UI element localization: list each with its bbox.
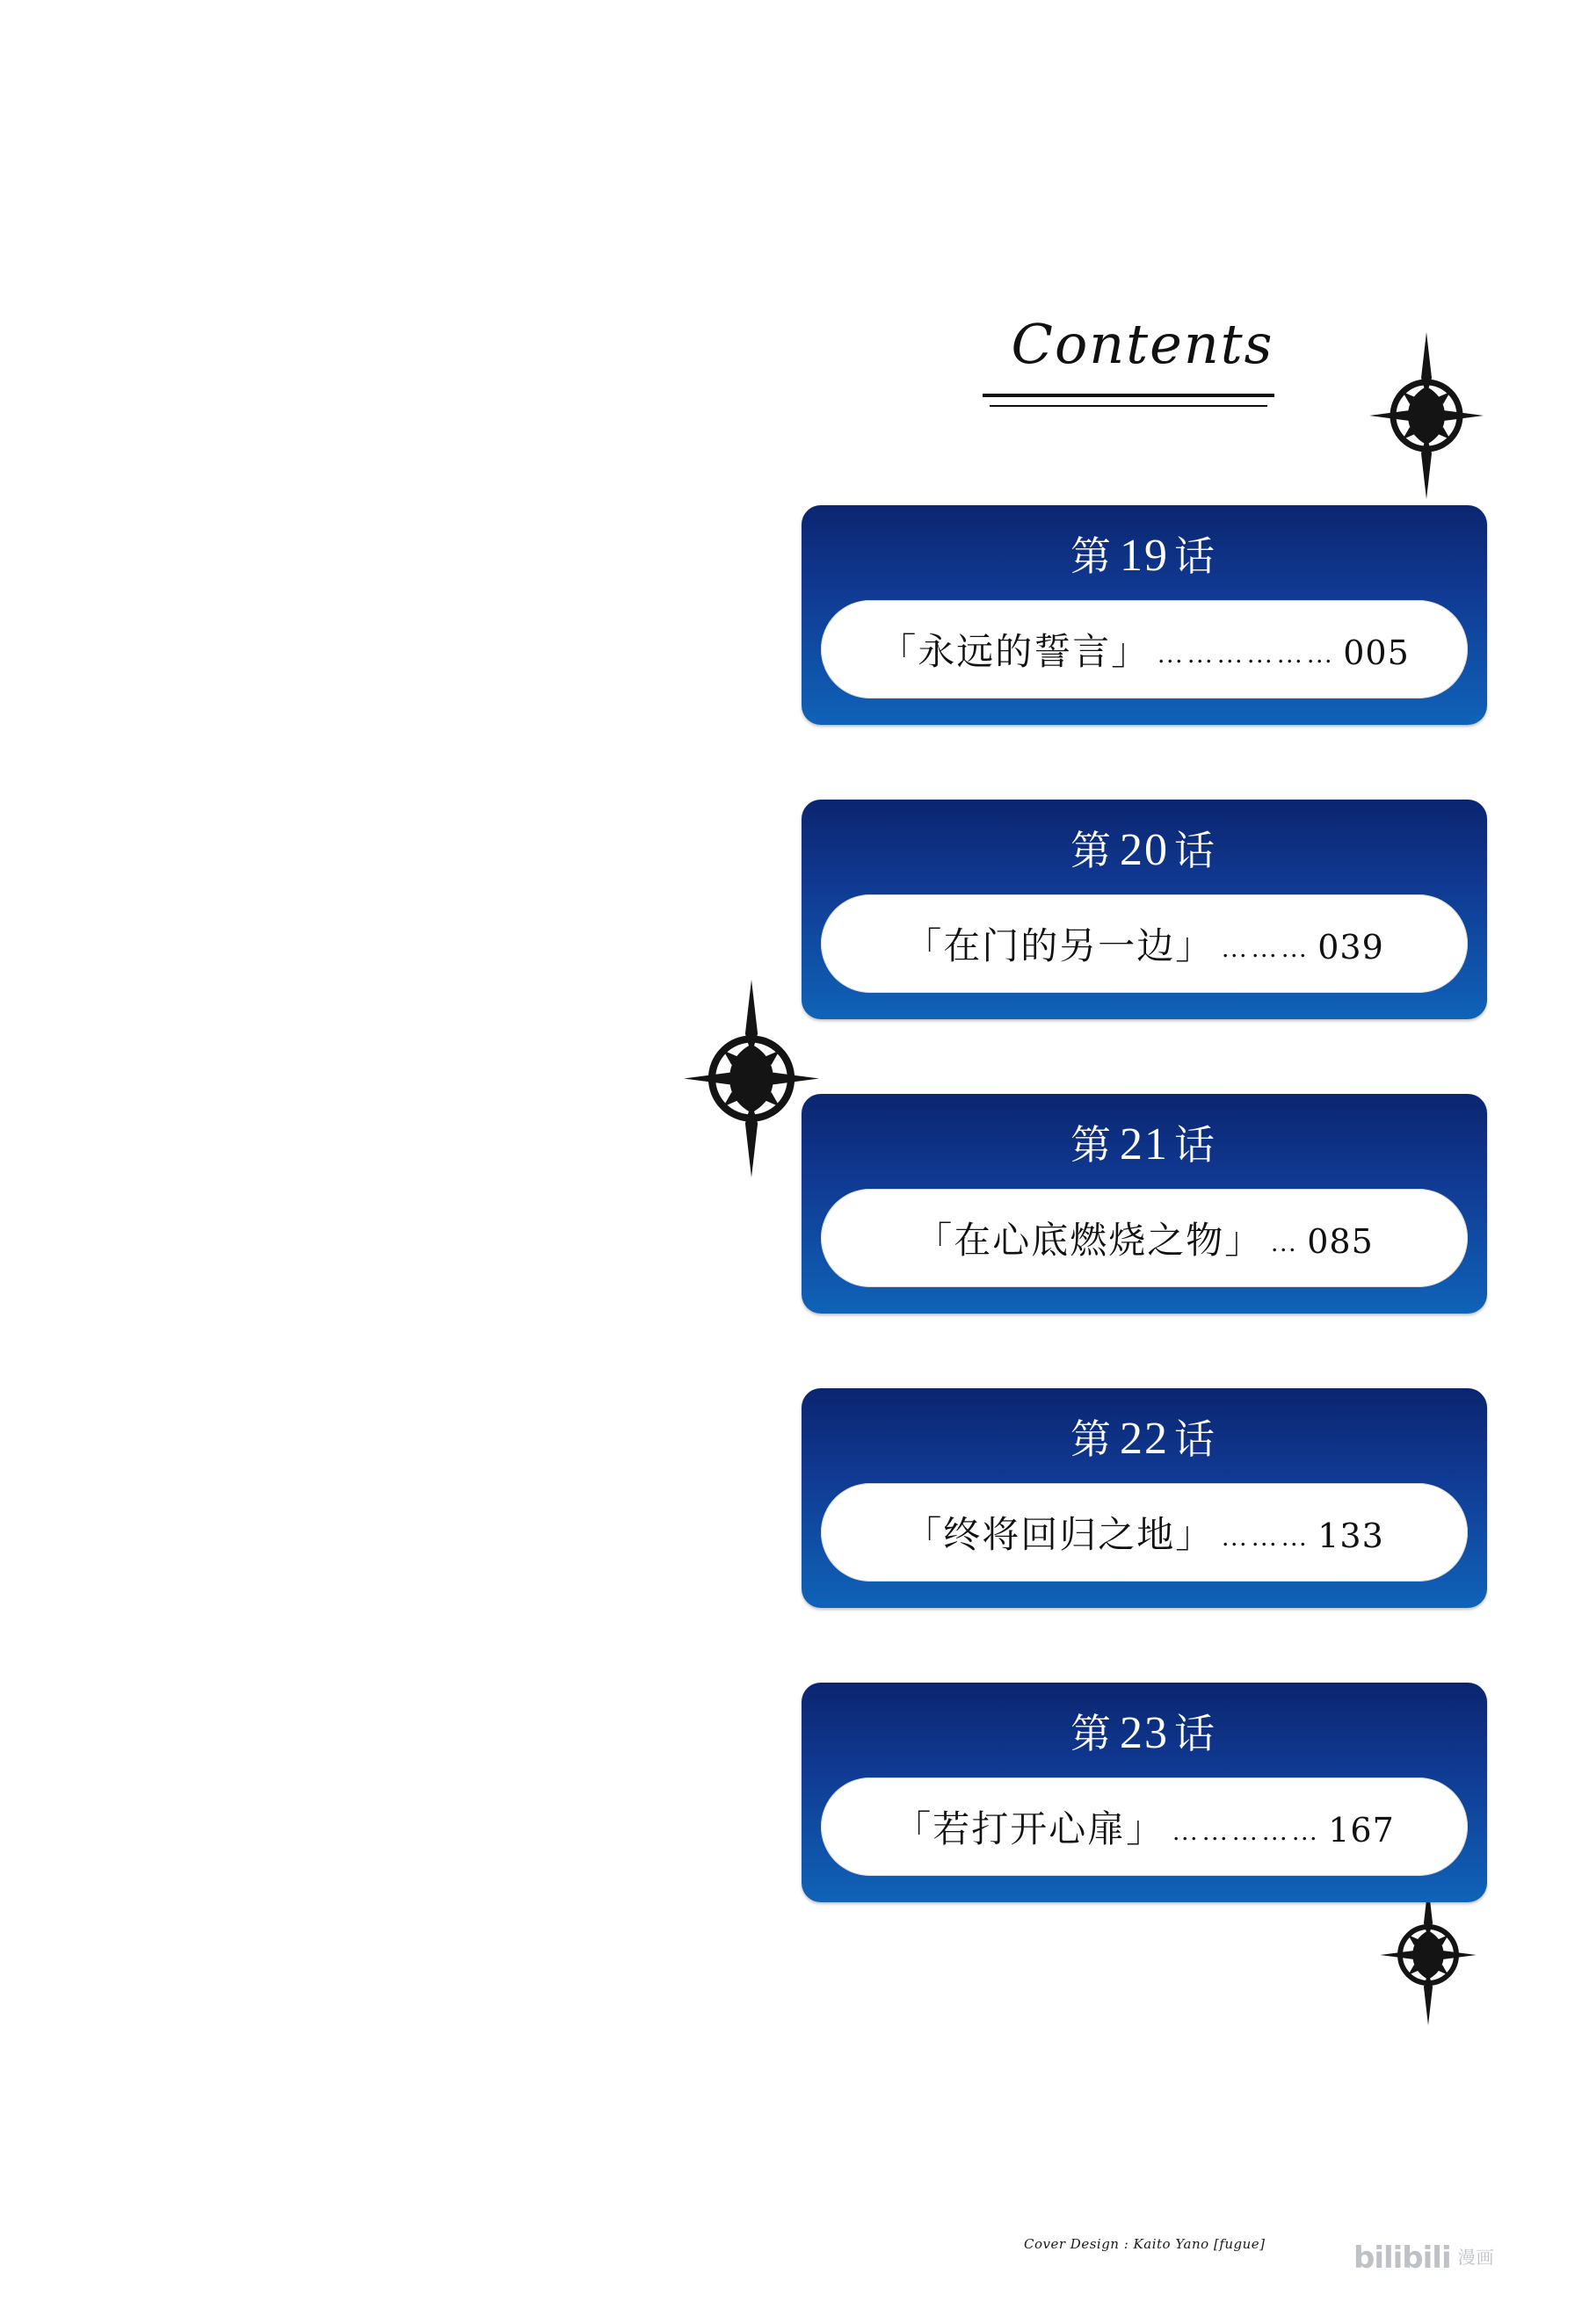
chapter-title-text: 「永远的誓言」 (879, 633, 1150, 673)
chapter-entry[interactable] (802, 800, 1487, 1019)
chapter-suffix: 话 (1174, 1417, 1218, 1462)
chapter-entry[interactable] (802, 1388, 1487, 1608)
bilibili-watermark (1353, 2241, 1495, 2276)
bilibili-logo: bilibili (1353, 2241, 1451, 2276)
chapter-title-pill[interactable] (821, 1777, 1468, 1876)
leader-dots: …………… (1172, 1817, 1322, 1846)
chapter-title-pill[interactable] (821, 1189, 1468, 1287)
chapter-suffix: 话 (1174, 1712, 1218, 1756)
leader-dots: ……… (1221, 1523, 1311, 1552)
page-title: Contents (1011, 312, 1274, 376)
leader-dots: ……… (1221, 934, 1311, 963)
chapter-heading (802, 1408, 1487, 1466)
chapter-heading (802, 1702, 1487, 1760)
chapter-prefix: 第 (1070, 1123, 1114, 1168)
chapter-title-pill[interactable] (821, 600, 1468, 699)
chapter-prefix: 第 (1070, 1417, 1114, 1462)
chapter-number: 23 (1120, 1708, 1169, 1758)
chapter-number: 22 (1120, 1414, 1169, 1464)
chapter-number: 21 (1120, 1119, 1169, 1169)
chapter-suffix: 话 (1174, 829, 1218, 873)
page-number: 039 (1317, 928, 1384, 967)
chapter-suffix: 话 (1174, 1123, 1218, 1168)
page-number: 085 (1307, 1222, 1374, 1261)
chapter-heading (802, 819, 1487, 877)
chapter-number: 20 (1120, 825, 1169, 875)
chapter-title-text: 「终将回归之地」 (904, 1516, 1215, 1556)
chapter-prefix: 第 (1070, 1712, 1114, 1756)
page-number: 005 (1343, 633, 1410, 672)
chapter-entry[interactable] (802, 1683, 1487, 1902)
chapter-entry[interactable] (802, 505, 1487, 725)
chapter-title-pill[interactable] (821, 894, 1468, 993)
chapter-heading (802, 525, 1487, 583)
leader-dots: ……………… (1157, 640, 1337, 669)
cover-design-credit: Cover Design : Kaito Yano [fugue] (1024, 2236, 1266, 2252)
chapter-prefix: 第 (1070, 534, 1114, 579)
bilibili-label: 漫画 (1457, 2248, 1495, 2268)
chapter-title-pill[interactable] (821, 1483, 1468, 1582)
leader-dots: … (1270, 1228, 1301, 1257)
chapter-title-text: 「若打开心扉」 (894, 1810, 1165, 1850)
chapter-title-text: 「在门的另一边」 (904, 927, 1215, 967)
page-number: 133 (1317, 1517, 1384, 1555)
page-number: 167 (1328, 1811, 1395, 1850)
chapter-entry[interactable] (802, 1094, 1487, 1314)
chapter-prefix: 第 (1070, 829, 1114, 873)
chapter-heading (802, 1113, 1487, 1171)
chapter-suffix: 话 (1174, 534, 1218, 579)
chapter-number: 19 (1120, 531, 1169, 581)
chapter-title-text: 「在心底燃烧之物」 (915, 1221, 1264, 1262)
